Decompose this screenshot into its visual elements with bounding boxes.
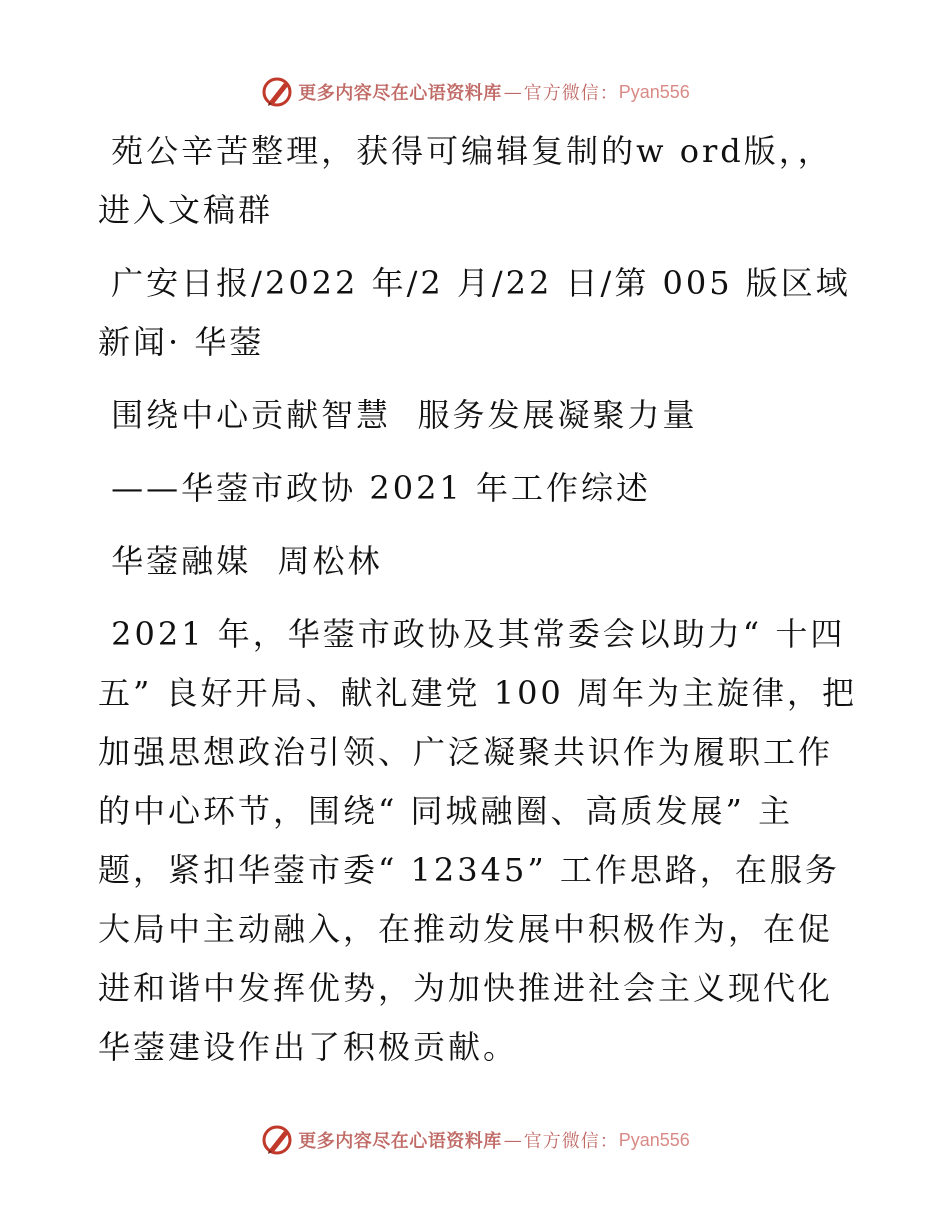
source-line: 广安日报/2022 年/2 月/22 日/第 005 版区域新闻· 华蓥 (98, 264, 851, 361)
site-name: 更多内容尽在心语资料库 (298, 1131, 502, 1152)
site-name: 更多内容尽在心语资料库 (298, 83, 502, 104)
banner-separator: — (503, 1129, 522, 1151)
banner-separator: — (503, 81, 522, 103)
wechat-label: 官方微信： (523, 83, 619, 104)
notice-paragraph: 苑公辛苦整理，获得可编辑复制的w ord版，，进入文稿群 (98, 132, 833, 229)
wechat-account: Pyan556 (618, 1129, 690, 1150)
pen-logo-icon (260, 75, 294, 109)
document-body (98, 122, 858, 1077)
article-byline: 华蓥融媒 周松林 (98, 542, 383, 580)
wechat-label: 官方微信： (523, 1131, 619, 1152)
wechat-account: Pyan556 (618, 81, 690, 102)
pen-logo-icon (260, 1123, 294, 1157)
header-banner (0, 72, 950, 112)
article-body-paragraph: 2021 年，华蓥市政协及其常委会以助力“ 十四五” 良好开局、献礼建党 100 周年为主旋律，把加强思想政治引领、广泛凝聚共识作为履职工作的中心环节，围绕“ 同城融圈、高质发展” 主题，紧扣华蓥市委“ 12345” 工作思路，在服务大局中主动融入，在推动发展中积极作为，在促进和谐中发挥优势，为加快推进社会主义现代化华蓥建设作出了积极贡献。 (98, 615, 857, 1066)
article-headline: 围绕中心贡献智慧 服务发展凝聚力量 (98, 396, 698, 434)
article-subtitle: ——华蓥市政协 2021 年工作综述 (98, 469, 651, 507)
footer-banner (0, 1120, 950, 1160)
